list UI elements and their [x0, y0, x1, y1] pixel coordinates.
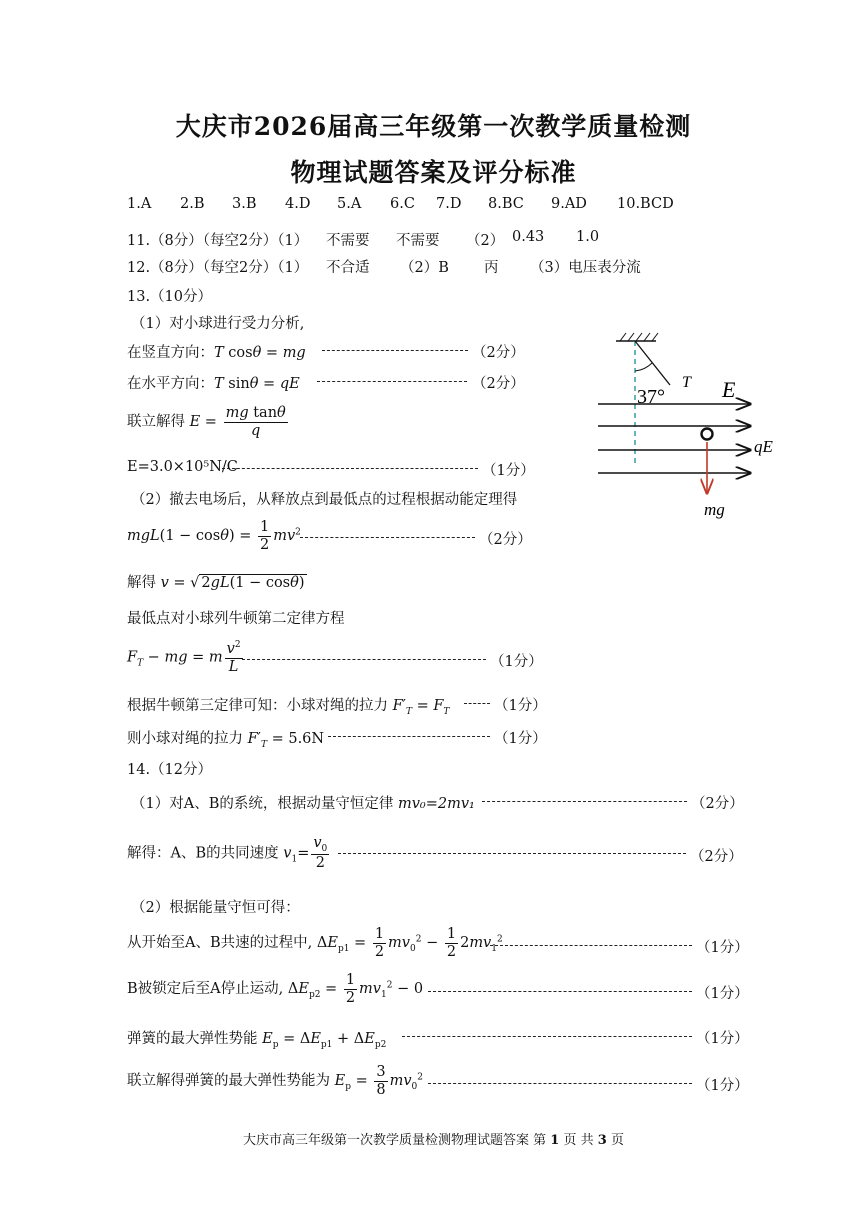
- mc-answer: 10.BCD: [617, 196, 674, 212]
- mc-answer: 7.D: [436, 196, 462, 212]
- energy-line-4: 联立解得弹簧的最大弹性势能为: [127, 1073, 330, 1090]
- newton3-label: 根据牛顿第三定律可知：小球对绳的拉力: [127, 698, 388, 714]
- q11-answer: 不需要: [396, 233, 440, 249]
- q11-answer: 不需要: [326, 233, 370, 249]
- q12-answer: 丙: [484, 260, 499, 276]
- dotted-leader: [490, 945, 692, 946]
- q12-head: 12.（8分）（每空2分）（1）: [127, 260, 309, 276]
- fraction-e: $\frac{\text{mg tanθ}}{q}$: [225, 405, 286, 439]
- energy-line-2: B被锁定后至A停止运动,: [127, 981, 284, 998]
- solve-label: 联立解得: [127, 414, 185, 431]
- dotted-leader: [338, 853, 686, 854]
- page-footer: [0, 1129, 867, 1148]
- mc-answer: 6.C: [390, 196, 415, 212]
- dotted-leader: [317, 381, 467, 382]
- answer-sheet-page: 大庆市2026届高三年级第一次教学质量检测 物理试题答案及评分标准 1.A 2.B 3.B 4.D 5.A 6.C 7.D 8.BC 9.AD 10.BCD 11.（8分）（每空2分）（1） 不需要 不需要 （2） 0.43 1.0 12.（8分）（每空2分）（1） 不合适 （2）B 丙 （3）电压表分流 13.（10分） （1）对小球进行受力分析, 在竖直方向：T cosθ = mg （2分） 在水平方向：T sinθ = qE （2分） 联立解得 E = $\frac{\text{mg tanθ}}{q}$ E=3.0×10⁵N/C （1分） （2）撤去电场后，从释放点到最低点的过程根据动能定理得 mgL(1 − cosθ) = $\frac{1}{2}$ $mv^2$ （2分） 解得 v = √ 2gL(1 − cosθ) 最低点对小球列牛顿第二定律方程 $F_T$ − mg = m $\frac{v^2}{L}$ （1分） 根据牛顿第三定律可知：小球对绳的拉力 $F'_T = F_T$ （1分） 则小球对绳的拉力 $F'_T = 5.6N$ （1分） 37° T E qE mg 14.（12分） （1）对A、B的系统，根据动量守恒定律 mv₀=2mv₁ （2分） 解得：A、B的共同速度 $v_1=$ $\frac{v_0}{2}$ （2分） （2）根据能量守恒可得： 从开始至A、B共速的过程中, $\Delta E_{p1}$ = $\frac{1}{2}$ $mv_0^2$ − $\frac{1}{2}$ $2mv_1^2$ （1分） B被锁定后至A停止运动, $\Delta E_{p2}$ = $\frac{1}{2}$ $mv_1^2 - 0$ （1分） 弹簧的最大弹性势能 $E_p = \Delta E_{p1} + \Delta E_{p2}$ （1分） 联立解得弹簧的最大弹性势能为 $E_p$ = $\frac{3}{8}$ $mv_0^2$ （1分） 大庆市高三年级第一次教学质量检测物理试题答案 第 1 页 共 3 页: [0, 0, 867, 1226]
- gravity-label: mg: [704, 500, 725, 519]
- angle-label: 37°: [637, 386, 665, 408]
- q14-step1: （1）对A、B的系统，根据动量守恒定律: [131, 796, 394, 812]
- q11-answer: 0.43: [512, 229, 545, 245]
- q11-head: 11.（8分）（每空2分）（1）: [127, 233, 309, 249]
- q12-part: （2）B: [400, 260, 449, 276]
- dotted-leader: [322, 350, 468, 351]
- charged-ball: [702, 429, 713, 440]
- points-label: （1分）: [696, 1031, 749, 1047]
- footer-page-total: 3: [597, 1133, 607, 1148]
- equation-horizontal: T: [214, 376, 224, 392]
- dotted-leader: [328, 736, 490, 737]
- footer-text: 页: [610, 1133, 624, 1148]
- dotted-leader: [482, 801, 687, 802]
- mc-answer: 9.AD: [551, 196, 587, 212]
- momentum-equation: mv₀=2mv₁: [397, 796, 475, 812]
- dotted-leader: [242, 659, 486, 660]
- points-label: （2分）: [472, 376, 525, 392]
- force-diagram: [592, 330, 792, 520]
- footer-page-number: 1: [550, 1133, 560, 1148]
- result-label: 则小球对绳的拉力: [127, 731, 243, 747]
- dotted-leader: [428, 991, 692, 992]
- result-value: = 5.6N: [271, 731, 325, 747]
- equation-velocity: v: [160, 575, 169, 591]
- ceiling-hatch: [616, 333, 658, 341]
- points-label: （2分）: [479, 532, 532, 548]
- q12-part: （3）电压表分流: [530, 260, 641, 276]
- energy-line-1: 从开始至A、B共速的过程中,: [127, 935, 313, 952]
- points-label: （1分）: [696, 940, 749, 956]
- points-label: （1分）: [482, 463, 535, 479]
- q11-answer: 1.0: [576, 229, 600, 245]
- q12-answer: 不合适: [326, 260, 370, 276]
- points-label: （1分）: [696, 1078, 749, 1094]
- q14-velocity-label: 解得：A、B的共同速度: [127, 845, 279, 862]
- newton2-label: 最低点对小球列牛顿第二定律方程: [127, 611, 345, 627]
- dotted-leader: [428, 1083, 692, 1084]
- q11-part: （2）: [466, 233, 505, 249]
- mc-answer: 4.D: [285, 196, 311, 212]
- mc-answer: 1.A: [127, 196, 152, 212]
- e-value: E=3.0×10⁵N/C: [127, 459, 238, 475]
- equation-vertical: T: [214, 345, 224, 361]
- q14-head: 14.（12分）: [127, 762, 213, 778]
- points-label: （2分）: [690, 849, 743, 865]
- equation-energy: mgL(1 − cosθ) = $\frac{1}{2}$ $mv^2$: [127, 519, 301, 553]
- q13-step1: （1）对小球进行受力分析,: [131, 316, 305, 332]
- mc-answer: 2.B: [180, 196, 205, 212]
- points-label: （2分）: [691, 796, 744, 812]
- points-label: （1分）: [696, 986, 749, 1002]
- points-label: （1分）: [490, 654, 543, 670]
- points-label: （1分）: [494, 731, 547, 747]
- footer-text: 页 共: [563, 1133, 594, 1148]
- angle-arc: [635, 363, 652, 371]
- horizontal-label: 在水平方向：: [127, 376, 214, 392]
- q14-step2: （2）根据能量守恒可得：: [131, 900, 300, 916]
- mc-answer: 8.BC: [488, 196, 524, 212]
- q13-head: 13.（10分）: [127, 289, 213, 305]
- dotted-leader: [402, 1036, 692, 1037]
- tension-label: T: [682, 374, 691, 391]
- page-subtitle: 物理试题答案及评分标准: [290, 158, 577, 187]
- mc-answer: 3.B: [232, 196, 257, 212]
- points-label: （1分）: [494, 698, 547, 714]
- solve-v-label: 解得: [127, 575, 156, 591]
- equation-newton2: $F_T$ − mg = m $\frac{v^2}{L}$: [127, 640, 241, 675]
- dotted-leader: [300, 537, 475, 538]
- string-line: [635, 341, 670, 385]
- energy-line-3: 弹簧的最大弹性势能: [127, 1031, 258, 1047]
- page-title: 大庆市2026届高三年级第一次教学质量检测: [175, 112, 692, 141]
- electric-force-label: qE: [754, 437, 773, 456]
- mc-answer: 5.A: [337, 196, 362, 212]
- points-label: （2分）: [472, 345, 525, 361]
- dotted-leader: [222, 468, 478, 469]
- q13-step2: （2）撤去电场后，从释放点到最低点的过程根据动能定理得: [131, 492, 518, 508]
- dotted-leader: [464, 703, 490, 704]
- field-label: E: [722, 377, 736, 402]
- footer-text: 大庆市高三年级第一次教学质量检测物理试题答案 第: [243, 1133, 547, 1148]
- vertical-label: 在竖直方向：: [127, 345, 214, 361]
